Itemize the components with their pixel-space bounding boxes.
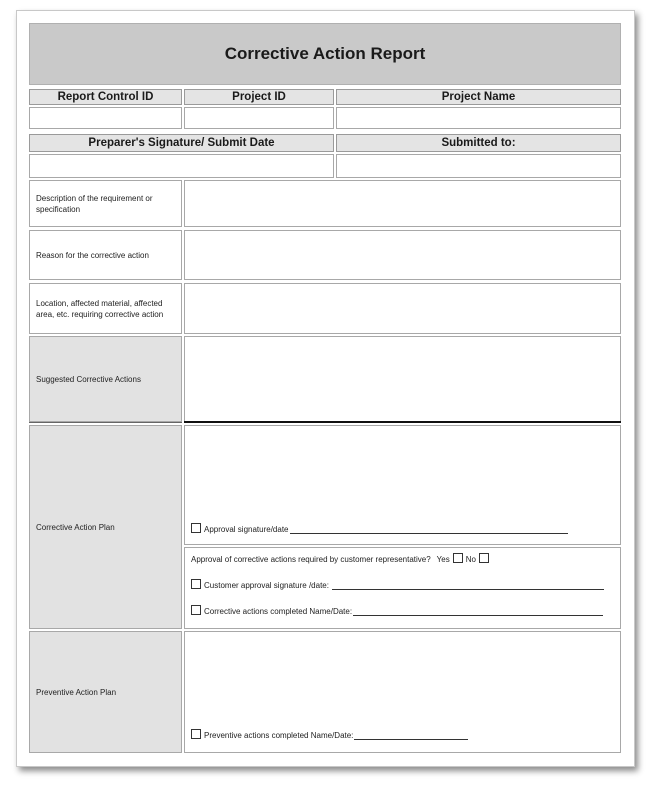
customer-approval-box xyxy=(184,547,621,629)
preparer-signature-header: Preparer's Signature/ Submit Date xyxy=(29,134,334,152)
yes-label: Yes xyxy=(436,555,450,564)
report-page xyxy=(16,10,635,767)
project-name-header: Project Name xyxy=(336,89,621,105)
project-id-header: Project ID xyxy=(184,89,334,105)
corrective-completed-checkbox[interactable] xyxy=(191,605,201,615)
preparer-signature-field[interactable] xyxy=(29,154,334,178)
project-name-field[interactable] xyxy=(336,107,621,129)
preventive-completed-line xyxy=(191,730,468,740)
customer-question-line xyxy=(191,554,492,564)
approval-signature-blank[interactable] xyxy=(290,525,568,534)
preventive-plan-box xyxy=(184,631,621,753)
customer-question-label: Approval of corrective actions required by customer representative? xyxy=(191,555,431,564)
description-label: Description of the requirement or specification xyxy=(29,180,182,227)
no-checkbox[interactable] xyxy=(479,553,489,563)
corrective-completed-blank[interactable] xyxy=(353,607,603,616)
reason-label: Reason for the corrective action xyxy=(29,230,182,280)
approval-checkbox[interactable] xyxy=(191,523,201,533)
corrective-completed-line xyxy=(191,606,603,616)
approval-signature-line xyxy=(191,524,568,534)
preventive-plan-label: Preventive Action Plan xyxy=(29,631,182,753)
preventive-completed-checkbox[interactable] xyxy=(191,729,201,739)
corrective-plan-label: Corrective Action Plan xyxy=(29,425,182,629)
section-divider xyxy=(184,421,621,423)
customer-signature-line xyxy=(191,580,604,590)
approval-signature-label: Approval signature/date xyxy=(204,525,289,534)
yes-checkbox[interactable] xyxy=(453,553,463,563)
customer-signature-checkbox[interactable] xyxy=(191,579,201,589)
description-field[interactable] xyxy=(184,180,621,227)
project-id-field[interactable] xyxy=(184,107,334,129)
preventive-completed-label: Preventive actions completed Name/Date: xyxy=(204,731,354,740)
no-label: No xyxy=(465,555,476,564)
corrective-plan-box xyxy=(184,425,621,545)
location-label: Location, affected material, affected area, etc. requiring corrective action xyxy=(29,283,182,334)
location-field[interactable] xyxy=(184,283,621,334)
customer-signature-label: Customer approval signature /date: xyxy=(204,581,329,590)
corrective-completed-label: Corrective actions completed Name/Date: xyxy=(204,607,353,616)
preventive-completed-blank[interactable] xyxy=(354,731,468,740)
submitted-to-field[interactable] xyxy=(336,154,621,178)
suggested-actions-field[interactable] xyxy=(184,336,621,422)
suggested-actions-label: Suggested Corrective Actions xyxy=(29,336,182,422)
section-divider-left xyxy=(29,422,182,423)
report-control-id-header: Report Control ID xyxy=(29,89,182,105)
customer-signature-blank[interactable] xyxy=(332,581,604,590)
submitted-to-header: Submitted to: xyxy=(336,134,621,152)
report-control-id-field[interactable] xyxy=(29,107,182,129)
report-title: Corrective Action Report xyxy=(29,23,621,85)
reason-field[interactable] xyxy=(184,230,621,280)
